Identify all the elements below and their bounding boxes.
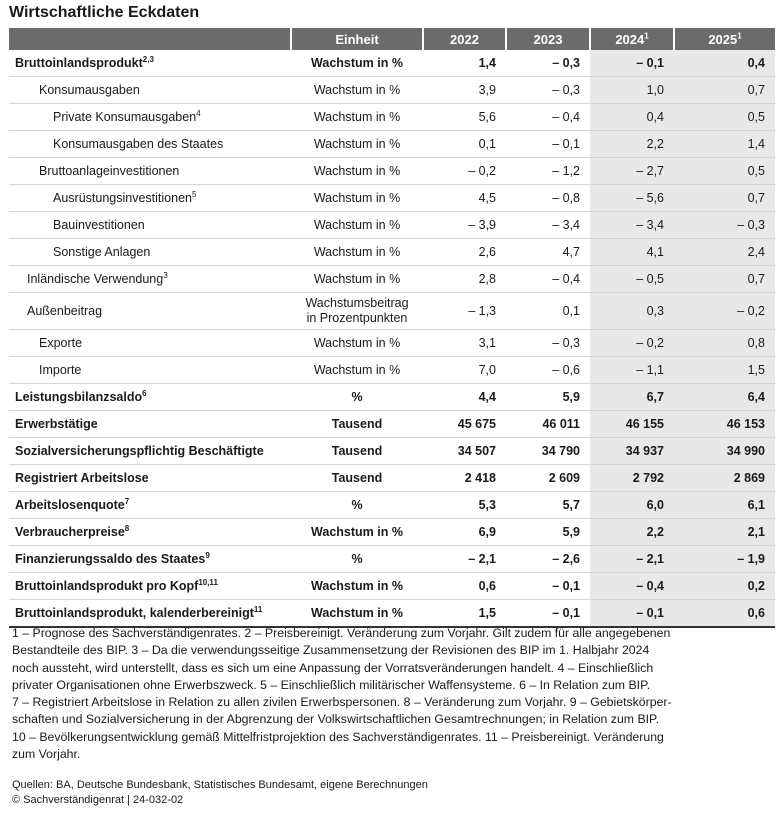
- value-2025: – 0,2: [674, 293, 775, 330]
- value-2022: 3,1: [423, 330, 506, 357]
- value-2022: 1,5: [423, 600, 506, 628]
- header-2023: 2023: [506, 28, 590, 50]
- header-2024-label: 2024: [615, 31, 645, 47]
- value-2022: – 2,1: [423, 546, 506, 573]
- row-label-text: Arbeitslosenquote: [15, 498, 125, 512]
- value-2025: 0,7: [674, 77, 775, 104]
- table-row: [9, 131, 775, 158]
- value-2023: – 0,4: [506, 266, 590, 293]
- table-row: [9, 411, 775, 438]
- value-2025: 6,4: [674, 384, 775, 411]
- row-label: [9, 573, 291, 600]
- table-row: [9, 492, 775, 519]
- value-2023: – 0,3: [506, 77, 590, 104]
- value-2023: 0,1: [506, 293, 590, 330]
- value-2024: 2,2: [590, 519, 674, 546]
- row-label: [9, 77, 291, 104]
- value-2025: 2,4: [674, 239, 775, 266]
- row-label-text: Private Konsumausgaben: [53, 110, 197, 124]
- row-unit: Wachstum in %: [291, 158, 423, 185]
- footnote-line: 7 – Registriert Arbeitslose in Relation zu allen zivilen Erwerbspersonen. 8 – Veränderung zum Vorjahr. 9 – Gebietskörper-: [12, 695, 672, 710]
- value-2025: 6,1: [674, 492, 775, 519]
- row-unit: Tausend: [291, 411, 423, 438]
- value-2025: 2 869: [674, 465, 775, 492]
- row-unit: [291, 293, 423, 330]
- value-2024: 2 792: [590, 465, 674, 492]
- table-row: [9, 600, 775, 628]
- row-unit: Wachstum in %: [291, 185, 423, 212]
- value-2023: 4,7: [506, 239, 590, 266]
- row-unit-line2: in Prozentpunkten: [306, 311, 408, 325]
- footnote-line: zum Vorjahr.: [12, 747, 81, 762]
- value-2022: 4,4: [423, 384, 506, 411]
- source-block: [12, 778, 428, 808]
- value-2022: 1,4: [423, 50, 506, 77]
- row-label: [9, 266, 291, 293]
- table-row: [9, 266, 775, 293]
- value-2022: 5,6: [423, 104, 506, 131]
- row-unit: Tausend: [291, 465, 423, 492]
- footnotes: [12, 625, 772, 763]
- value-2022: 45 675: [423, 411, 506, 438]
- row-label-text: Verbraucherpreise: [15, 525, 125, 539]
- value-2023: – 3,4: [506, 212, 590, 239]
- value-2024: – 0,2: [590, 330, 674, 357]
- value-2022: 0,6: [423, 573, 506, 600]
- row-unit: Wachstum in %: [291, 239, 423, 266]
- row-label-text: Sozialversicherungspflichtig Beschäftigte: [15, 444, 264, 458]
- value-2023: 5,9: [506, 384, 590, 411]
- value-2023: – 0,1: [506, 131, 590, 158]
- row-label-text: Außenbeitrag: [27, 304, 103, 318]
- value-2025: 1,4: [674, 131, 775, 158]
- table-row: [9, 185, 775, 212]
- table-row: [9, 158, 775, 185]
- table-row: [9, 357, 775, 384]
- value-2024: – 0,1: [590, 50, 674, 77]
- footnote-line: 10 – Bevölkerungsentwicklung gemäß Mittelfristprojektion des Sachverständigenrates. 11 – Preisbereinigt. Veränderung: [12, 729, 664, 744]
- row-label-text: Bauinvestitionen: [53, 218, 145, 232]
- value-2025: – 0,3: [674, 212, 775, 239]
- row-label: [9, 293, 291, 330]
- row-label-text: Exporte: [39, 336, 83, 350]
- header-2025-footnote: 1: [737, 31, 742, 41]
- header-2024: [590, 28, 674, 50]
- value-2025: 0,5: [674, 158, 775, 185]
- row-label: [9, 492, 291, 519]
- value-2022: 4,5: [423, 185, 506, 212]
- value-2024: 6,0: [590, 492, 674, 519]
- value-2025: 34 990: [674, 438, 775, 465]
- row-label-text: Bruttoinlandsprodukt, kalenderbereinigt: [15, 606, 254, 620]
- row-footnote: 11: [253, 604, 263, 614]
- header-2025: [674, 28, 775, 50]
- value-2025: 0,5: [674, 104, 775, 131]
- value-2024: – 5,6: [590, 185, 674, 212]
- header-2025-label: 2025: [708, 31, 738, 47]
- value-2025: 0,7: [674, 185, 775, 212]
- value-2023: – 0,3: [506, 50, 590, 77]
- header-2024-footnote: 1: [644, 31, 649, 41]
- value-2024: 0,4: [590, 104, 674, 131]
- table-row: [9, 293, 775, 330]
- row-label: [9, 239, 291, 266]
- row-label-text: Importe: [39, 363, 82, 377]
- table-row: [9, 239, 775, 266]
- value-2023: – 0,6: [506, 357, 590, 384]
- row-label: [9, 185, 291, 212]
- row-footnote: 2,3: [142, 54, 154, 64]
- footnote-line: schaften und Sozialversicherung in der Abgrenzung der Volkswirtschaftlichen Gesamtrechnungen; in Relation zum BIP.: [12, 712, 660, 727]
- value-2023: 2 609: [506, 465, 590, 492]
- row-unit: Wachstum in %: [291, 77, 423, 104]
- row-unit: Wachstum in %: [291, 573, 423, 600]
- row-label-text: Bruttoinlandsprodukt pro Kopf: [15, 579, 199, 593]
- value-2023: – 0,4: [506, 104, 590, 131]
- row-footnote: 3: [163, 270, 168, 280]
- value-2022: 0,1: [423, 131, 506, 158]
- row-label: [9, 212, 291, 239]
- table-row: [9, 77, 775, 104]
- value-2022: – 3,9: [423, 212, 506, 239]
- value-2024: 1,0: [590, 77, 674, 104]
- footnote-line: privater Organisationen ohne Erwerbszweck. 5 – Einschließlich militärischer Waffensysteme. 6 – In Relation zum BIP.: [12, 677, 651, 692]
- value-2022: – 1,3: [423, 293, 506, 330]
- value-2023: – 0,1: [506, 600, 590, 628]
- value-2023: 5,7: [506, 492, 590, 519]
- value-2022: 5,3: [423, 492, 506, 519]
- row-unit: Wachstum in %: [291, 519, 423, 546]
- row-label-text: Registriert Arbeitslose: [15, 471, 149, 485]
- page-title: Wirtschaftliche Eckdaten: [9, 4, 200, 21]
- value-2022: 2 418: [423, 465, 506, 492]
- row-unit: Wachstum in %: [291, 330, 423, 357]
- value-2023: – 2,6: [506, 546, 590, 573]
- table-row: [9, 519, 775, 546]
- row-footnote: 6: [142, 388, 147, 398]
- value-2025: 2,1: [674, 519, 775, 546]
- row-unit: Wachstum in %: [291, 600, 423, 628]
- row-footnote: 9: [205, 550, 210, 560]
- row-label: [9, 546, 291, 573]
- row-unit: %: [291, 492, 423, 519]
- table-row: [9, 465, 775, 492]
- value-2023: 46 011: [506, 411, 590, 438]
- header-unit: Einheit: [291, 28, 423, 50]
- row-unit: Wachstum in %: [291, 357, 423, 384]
- row-label: [9, 384, 291, 411]
- value-2022: 3,9: [423, 77, 506, 104]
- value-2023: – 0,3: [506, 330, 590, 357]
- value-2025: 1,5: [674, 357, 775, 384]
- row-label: [9, 465, 291, 492]
- value-2022: – 0,2: [423, 158, 506, 185]
- row-label-text: Bruttoinlandsprodukt: [15, 56, 143, 70]
- row-label: [9, 600, 291, 628]
- table-row: [9, 438, 775, 465]
- value-2024: 2,2: [590, 131, 674, 158]
- value-2023: 5,9: [506, 519, 590, 546]
- table-row: [9, 330, 775, 357]
- row-label-text: Finanzierungssaldo des Staates: [15, 552, 206, 566]
- value-2024: – 0,4: [590, 573, 674, 600]
- row-footnote: 7: [124, 496, 130, 506]
- row-label-text: Ausrüstungsinvestitionen: [53, 191, 192, 205]
- row-unit: Wachstum in %: [291, 266, 423, 293]
- row-label-text: Erwerbstätige: [15, 417, 98, 431]
- row-unit: Wachstum in %: [291, 104, 423, 131]
- row-label: [9, 104, 291, 131]
- table-row: [9, 50, 775, 77]
- table-row: [9, 104, 775, 131]
- row-label-text: Leistungsbilanzsaldo: [15, 390, 143, 404]
- row-footnote: 4: [196, 108, 201, 118]
- value-2025: 0,8: [674, 330, 775, 357]
- row-footnote: 5: [191, 189, 197, 199]
- value-2022: 2,8: [423, 266, 506, 293]
- table-header-row: [9, 28, 775, 50]
- value-2024: 0,3: [590, 293, 674, 330]
- value-2024: 46 155: [590, 411, 674, 438]
- value-2024: – 2,7: [590, 158, 674, 185]
- value-2023: – 0,1: [506, 573, 590, 600]
- value-2023: – 1,2: [506, 158, 590, 185]
- row-unit: Wachstum in %: [291, 50, 423, 77]
- table-row: [9, 384, 775, 411]
- value-2024: – 2,1: [590, 546, 674, 573]
- copyright-line: © Sachverständigenrat | 24-032-02: [12, 794, 184, 806]
- row-unit: Wachstum in %: [291, 131, 423, 158]
- row-label: [9, 330, 291, 357]
- row-footnote: 10,11: [198, 577, 218, 587]
- value-2025: 46 153: [674, 411, 775, 438]
- row-label: [9, 411, 291, 438]
- value-2024: – 1,1: [590, 357, 674, 384]
- value-2022: 7,0: [423, 357, 506, 384]
- row-label-text: Konsumausgaben des Staates: [53, 137, 224, 151]
- footnote-line: Bestandteile des BIP. 3 – Da die verwendungsseitige Zusammensetzung der Revisionen des BIP im 1. Halbjahr 2024: [12, 643, 650, 658]
- row-unit: %: [291, 546, 423, 573]
- value-2022: 2,6: [423, 239, 506, 266]
- footnote-line: noch aussteht, wird unterstellt, dass es sich um eine Anpassung der Vorratsveränderungen handelt. 4 – Einschließlich: [12, 660, 654, 675]
- value-2022: 6,9: [423, 519, 506, 546]
- value-2025: 0,2: [674, 573, 775, 600]
- source-line: Quellen: BA, Deutsche Bundesbank, Statistisches Bundesamt, eigene Berechnungen: [12, 779, 428, 791]
- value-2024: 4,1: [590, 239, 674, 266]
- row-label: [9, 357, 291, 384]
- row-label-text: Konsumausgaben: [39, 83, 140, 97]
- value-2025: 0,7: [674, 266, 775, 293]
- row-label: [9, 158, 291, 185]
- value-2023: – 0,8: [506, 185, 590, 212]
- row-unit-line1: Wachstumsbeitrag: [305, 296, 409, 310]
- value-2024: 6,7: [590, 384, 674, 411]
- row-label: [9, 50, 291, 77]
- value-2023: 34 790: [506, 438, 590, 465]
- row-unit: Tausend: [291, 438, 423, 465]
- row-label: [9, 438, 291, 465]
- row-label-text: Inländische Verwendung: [27, 272, 164, 286]
- row-label: [9, 519, 291, 546]
- value-2024: – 3,4: [590, 212, 674, 239]
- table-row: [9, 212, 775, 239]
- row-unit: %: [291, 384, 423, 411]
- data-table: [9, 28, 775, 628]
- table-row: [9, 573, 775, 600]
- value-2024: – 0,1: [590, 600, 674, 628]
- value-2022: 34 507: [423, 438, 506, 465]
- footnote-line: 1 – Prognose des Sachverständigenrates. 2 – Preisbereinigt. Veränderung zum Vorjahr. Gilt zudem für alle angegebenen: [12, 626, 671, 640]
- row-label-text: Sonstige Anlagen: [53, 245, 151, 259]
- value-2024: 34 937: [590, 438, 674, 465]
- table-row: [9, 546, 775, 573]
- header-label-cell: [9, 28, 291, 50]
- value-2025: 0,6: [674, 600, 775, 628]
- value-2025: 0,4: [674, 50, 775, 77]
- row-unit: Wachstum in %: [291, 212, 423, 239]
- header-2022: 2022: [423, 28, 506, 50]
- row-label-text: Bruttoanlageinvestitionen: [39, 164, 180, 178]
- value-2024: – 0,5: [590, 266, 674, 293]
- value-2025: – 1,9: [674, 546, 775, 573]
- row-footnote: 8: [124, 523, 130, 533]
- row-label: [9, 131, 291, 158]
